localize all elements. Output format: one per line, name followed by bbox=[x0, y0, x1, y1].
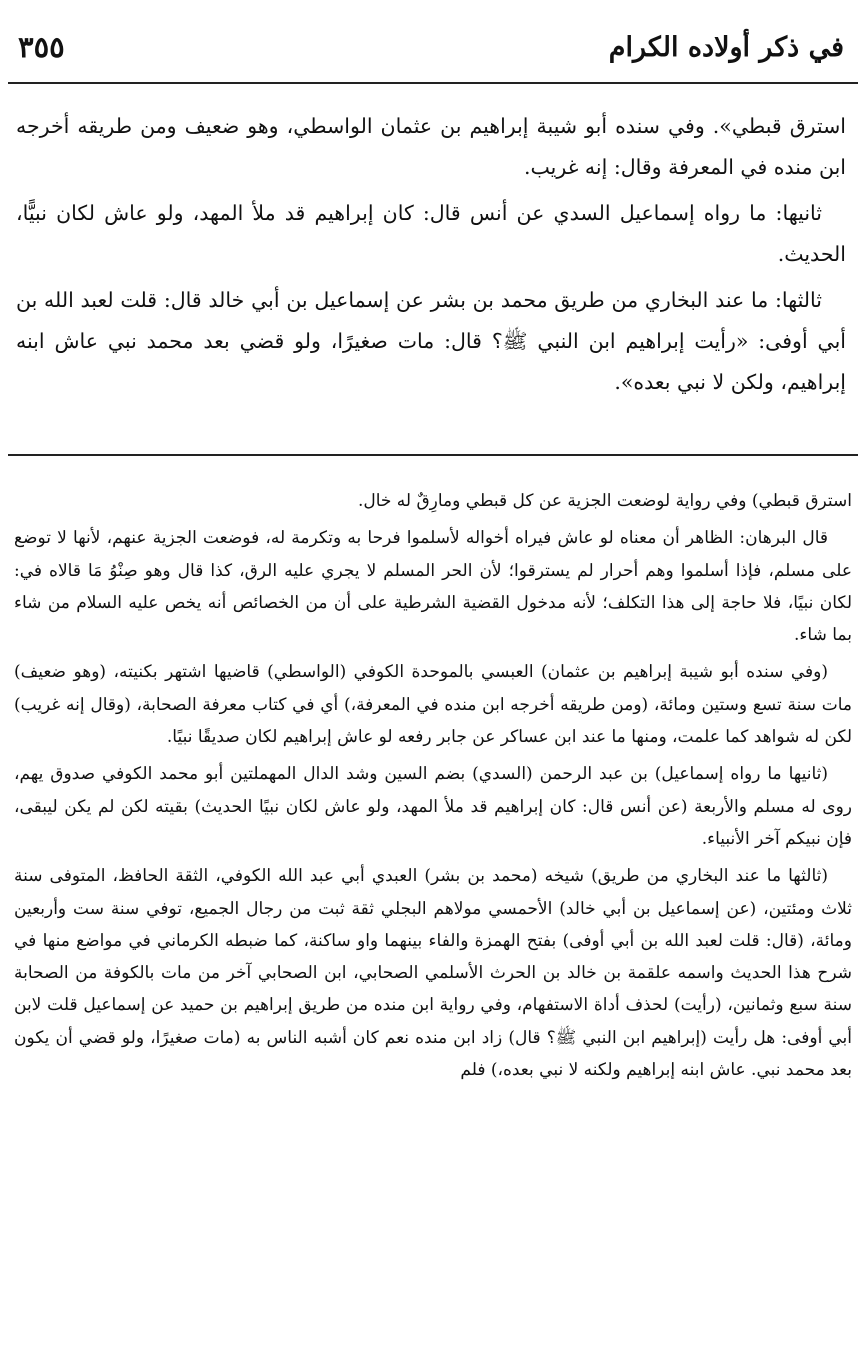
running-title: في ذكر أولاده الكرام bbox=[608, 31, 844, 63]
commentary-paragraph: (ثالثها ما عند البخاري من طريق) شيخه (محمد بن بشر) العبدي أبي عبد الله الكوفي، الثقة الحافظ، المتوفى سنة ثلاث ومئتين، (عن إسماعيل بن أبي خالد) الأحمسي مولاهم البجلي ثقة ثبت من رجال الجميع، توفي سنة ست وأربعين ومائة، (قال: قلت لعبد الله بن أبي أوفى) بفتح الهمزة والفاء بينهما واو ساكنة، كما ضبطه الكرماني في مواضع منها في شرح هذا الحديث واسمه علقمة بن خالد بن الحرث الأسلمي الصحابي، ابن الصحابي آخر من مات بالكوفة من الصحابة سنة سبع وثمانين، (رأيت) لحذف أداة الاستفهام، وفي رواية ابن منده من طريق إبراهيم بن حميد عن إسماعيل قلت لابن أبي أوفى: هل رأيت (إبراهيم ابن النبي ﷺ؟ قال) زاد ابن منده نعم كان أشبه الناس به (مات صغيرًا، ولو قضي أن يكون بعد محمد نبي. عاش ابنه إبراهيم ولكنه لا نبي بعده،) فلم bbox=[14, 866, 852, 1081]
commentary-paragraph: (ثانيها ما رواه إسماعيل) بن عبد الرحمن (السدي) بضم السين وشد الدال المهملتين أبو محمد الكوفي صدوق يهم، روى له مسلم والأربعة (عن أنس قال: كان إبراهيم قد ملأ المهد، ولو عاش لكان نبيًا الحديث) بقيته لكن لم يكن ليبقى، فإن نبيكم آخر الأنبياء. bbox=[14, 764, 852, 849]
page-number: ٣٥٥ bbox=[18, 30, 65, 64]
commentary-paragraph: استرق قبطي) وفي رواية لوضعت الجزية عن كل قبطي ومارِقٌ له خال. bbox=[357, 491, 852, 511]
commentary-paragraph: قال البرهان: الظاهر أن معناه لو عاش فيراه أخواله لأسلموا فرحا به وتكرمة له، فوضعت الجزية عنهم، لأنها لا توضع على مسلم، فإذا أسلموا وهم أحرار لم يسترقوا؛ لأن الحر المسلم لا يجري عليه الرق، كذا قال وهو صِنْوُ مَا قالاه في: لكان نبيًا، فلا حاجة إلى هذا التكلف؛ لأنه مدخول القضية الشرطية على أن من الخصائص أنه يخص عليه السلام من شاء بما شاء. bbox=[14, 528, 852, 646]
section-divider bbox=[8, 454, 858, 456]
main-text bbox=[16, 106, 846, 408]
main-paragraph: ثالثها: ما عند البخاري من طريق محمد بن بشر عن إسماعيل بن أبي خالد قال: قلت لعبد الله بن أبي أوفى: «رأيت إبراهيم ابن النبي ﷺ؟ قال: مات صغيرًا، ولو قضي بعد محمد نبي عاش ابنه إبراهيم، ولكن لا نبي بعده». bbox=[16, 288, 846, 394]
main-paragraph: استرق قبطي». وفي سنده أبو شيبة إبراهيم بن عثمان الواسطي، وهو ضعيف ومن طريقه أخرجه ابن منده في المعرفة وقال: إنه غريب. bbox=[16, 114, 846, 179]
page-header bbox=[18, 20, 844, 74]
commentary-paragraph: (وفي سنده أبو شيبة إبراهيم بن عثمان) العبسي بالموحدة الكوفي (الواسطي) قاضيها اشتهر بكنيته، (وهو ضعيف) مات سنة تسع وستين ومائة، (ومن طريقه أخرجه ابن منده في المعرفة،) أي في كتاب معرفة الصحابة، (وقال إنه غريب) لكن له شواهد كما علمت، ومنها ما عند ابن عساكر عن جابر رفعه لو عاش إبراهيم لكان صديقًا نبيًا. bbox=[14, 662, 852, 748]
header-divider bbox=[8, 82, 858, 84]
main-paragraph: ثانيها: ما رواه إسماعيل السدي عن أنس قال: كان إبراهيم قد ملأ المهد، ولو عاش لكان نبيًّا، الحديث. bbox=[16, 201, 846, 266]
commentary-text bbox=[14, 485, 852, 1091]
